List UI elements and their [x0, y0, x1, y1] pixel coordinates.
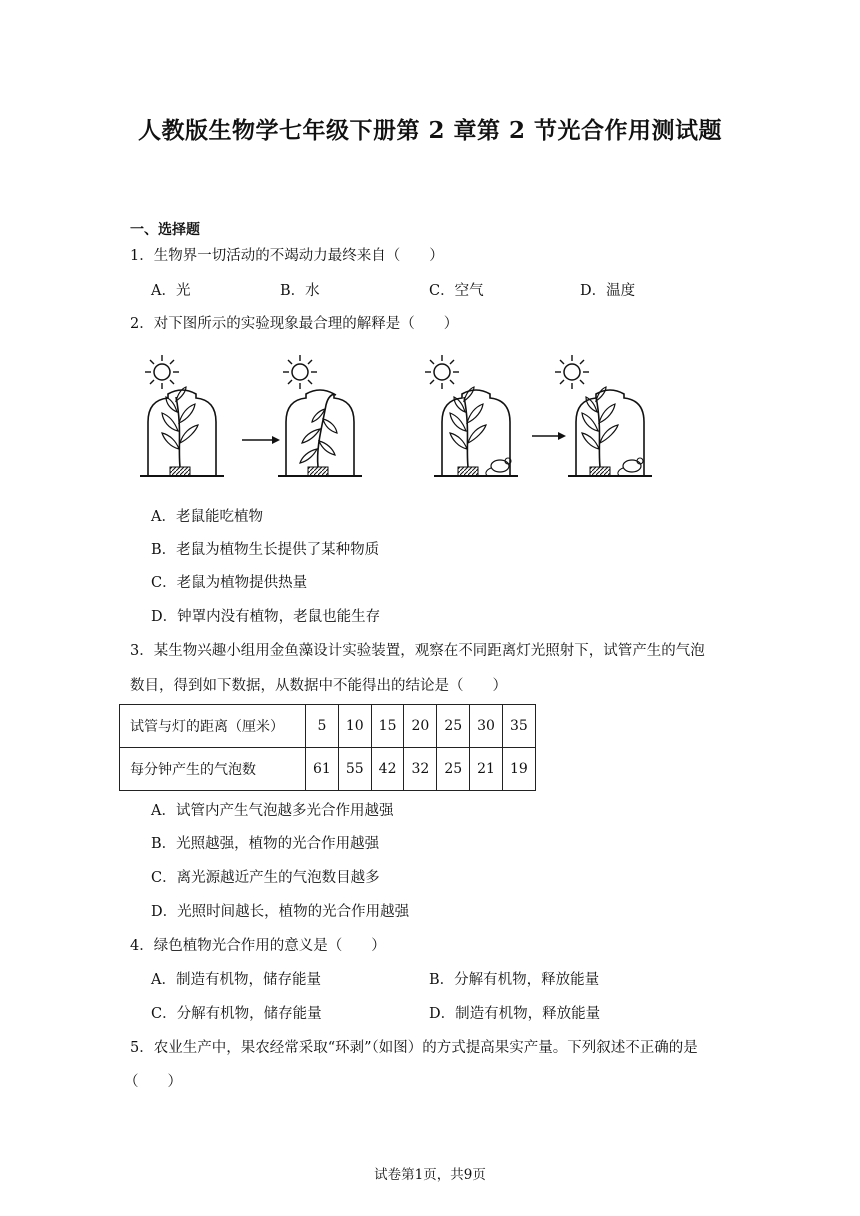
- table-cell: 20: [404, 705, 437, 748]
- question-3-option-c: C．离光源越近产生的气泡数目越多: [151, 870, 380, 886]
- sun-icon: [283, 355, 317, 389]
- question-5-stem-line-2: （ ）: [124, 1074, 182, 1090]
- plant-4: [582, 387, 618, 467]
- table-cell: 10: [338, 705, 371, 748]
- arrow-1: [242, 436, 280, 444]
- table-cell: 61: [306, 748, 339, 791]
- question-1-option-d: D．温度: [580, 283, 636, 299]
- table-cell: 35: [502, 705, 535, 748]
- table-cell: 25: [437, 705, 470, 748]
- mouse-icon: [618, 458, 643, 476]
- table-cell: 每分钟产生的气泡数: [120, 748, 306, 791]
- question-3-stem-line-2: 数目，得到如下数据，从数据中不能得出的结论是（ ）: [130, 678, 507, 694]
- page-title: 人教版生物学七年级下册第 2 章第 2 节光合作用测试题: [137, 117, 723, 144]
- pot-4: [590, 467, 610, 476]
- question-4-option-d: D．制造有机物，释放能量: [429, 1006, 601, 1022]
- mouse-icon: [486, 458, 511, 476]
- question-5-stem-line-1: 5．农业生产中，果农经常采取“环剥”（如图）的方式提高果实产量。下列叙述不正确的是: [130, 1040, 698, 1056]
- table-row: [120, 705, 536, 748]
- question-2-stem: 2．对下图所示的实验现象最合理的解释是（ ）: [130, 316, 459, 332]
- bell-jar-1: [140, 390, 224, 476]
- pot-1: [170, 467, 190, 476]
- question-2-option-c: C．老鼠为植物提供热量: [151, 575, 308, 591]
- table-cell: 19: [502, 748, 535, 791]
- question-3-stem-line-1: 3．某生物兴趣小组用金鱼藻设计实验装置，观察在不同距离灯光照射下，试管产生的气泡: [130, 643, 705, 659]
- question-1-option-a: A．光: [151, 283, 191, 299]
- data-table: [119, 704, 536, 791]
- question-3-option-a: A．试管内产生气泡越多光合作用越强: [151, 803, 394, 819]
- question-1-option-b: B．水: [280, 283, 320, 299]
- plant-1: [162, 387, 198, 467]
- sun-icon: [145, 355, 179, 389]
- table-cell: 5: [306, 705, 339, 748]
- table-cell: 25: [437, 748, 470, 791]
- sun-icon: [555, 355, 589, 389]
- table-cell: 30: [470, 705, 503, 748]
- bell-jar-experiment-figure: [140, 350, 660, 485]
- question-2-option-d: D．钟罩内没有植物，老鼠也能生存: [151, 609, 381, 625]
- pot-2: [308, 467, 328, 476]
- question-4-option-b: B．分解有机物，释放能量: [429, 972, 600, 988]
- plant-wilted-2: [300, 394, 337, 467]
- pot-3: [458, 467, 478, 476]
- table-cell: 32: [404, 748, 437, 791]
- question-1-stem: 1．生物界一切活动的不竭动力最终来自（ ）: [130, 248, 444, 264]
- section-heading: 一、选择题: [130, 222, 200, 238]
- question-3-option-d: D．光照时间越长，植物的光合作用越强: [151, 904, 410, 920]
- question-1-option-c: C．空气: [429, 283, 484, 299]
- question-4-option-c: C．分解有机物，储存能量: [151, 1006, 322, 1022]
- question-3-option-b: B．光照越强，植物的光合作用越强: [151, 836, 380, 852]
- table-cell: 55: [338, 748, 371, 791]
- arrow-2: [532, 432, 566, 440]
- question-2-option-b: B．老鼠为植物生长提供了某种物质: [151, 542, 380, 558]
- sun-icon: [425, 355, 459, 389]
- question-4-option-a: A．制造有机物，储存能量: [151, 972, 321, 988]
- table-cell: 15: [371, 705, 404, 748]
- question-2-option-a: A．老鼠能吃植物: [151, 509, 263, 525]
- table-cell: 21: [470, 748, 503, 791]
- table-cell: 42: [371, 748, 404, 791]
- page-footer: 试卷第1页，共9页: [374, 1167, 486, 1183]
- question-4-stem: 4．绿色植物光合作用的意义是（ ）: [130, 938, 386, 954]
- table-cell: 试管与灯的距离（厘米）: [120, 705, 306, 748]
- table-row: [120, 748, 536, 791]
